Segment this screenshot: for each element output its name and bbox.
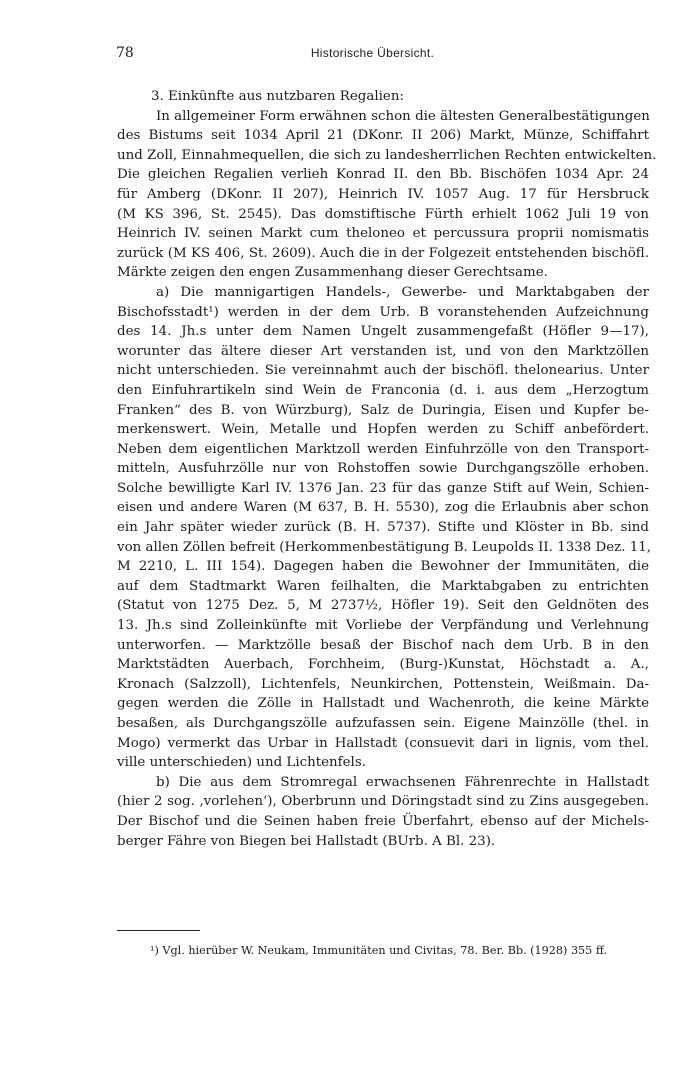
running-title: Historische Übersicht. [310,46,435,60]
text-line: des Bistums seit 1034 April 21 (DKonr. II 206) Markt, Münze, Schiffahrt [117,128,649,144]
text-line: Die gleichen Regalien verlieh Konrad II. den Bb. Bischöfen 1034 Apr. 24 [117,167,649,183]
text-line: zurück (M KS 406, St. 2609). Auch die in der Folgezeit entstehenden bischöfl. [117,245,649,261]
text-line: gegen werden die Zölle in Hallstadt und Wachenroth, die keine Märkte [117,696,649,712]
text-line: nicht unterschieden. Sie vereinnahmt auch der bischöfl. thelonearius. Unter [117,363,649,379]
text-line: 13. Jh.s sind Zolleinkünfte mit Vorliebe der Verpfändung und Verlehnung [117,618,649,634]
text-line: worunter das ältere dieser Art verstanden ist, und von den Marktzöllen [117,343,649,359]
text-line: unterworfen. — Marktzölle besaß der Bischof nach dem Urb. B in den [117,637,649,653]
text-line: Der Bischof und die Seinen haben freie Überfahrt, ebenso auf der Michels- [117,813,649,829]
footnote-rule [117,930,200,931]
text-line: Märkte zeigen den engen Zusammenhang dieser Gerechtsame. [117,265,548,281]
text-line: a) Die mannigartigen Handels-, Gewerbe- und Marktabgaben der [156,284,649,300]
text-line: berger Fähre von Biegen bei Hallstadt (BUrb. A Bl. 23). [117,833,496,849]
footnote: ¹) Vgl. hierüber W. Neukam, Immunitäten und Civitas, 78. Ber. Bb. (1928) 355 ff. [150,944,607,957]
text-line: den Einfuhrartikeln sind Wein de Franconia (d. i. aus dem „Herzogtum [117,382,649,398]
text-line: Franken“ des B. von Würzburg), Salz de Duringia, Eisen und Kupfer be- [117,402,649,418]
text-line: 3. Einkünfte aus nutzbaren Regalien: [151,89,404,104]
page-header [105,45,640,67]
text-line: M 2210, L. III 154). Dagegen haben die Bewohner der Immunitäten, die [117,559,649,575]
text-line: In allgemeiner Form erwähnen schon die ältesten Generalbestätigungen [156,108,650,124]
text-line: b) Die aus dem Stromregal erwachsenen Fährenrechte in Hallstadt [156,774,649,790]
text-line: besaßen, als Durchgangszölle aufzufassen sein. Eigene Mainzölle (thel. in [117,716,649,731]
text-line: Mogo) vermerkt das Urbar in Hallstadt (consuevit dari in lignis, vom thel. [117,735,649,751]
text-line: Neben dem eigentlichen Marktzoll werden Einfuhrzölle von den Transport- [117,441,649,457]
text-line: merkenswert. Wein, Metalle und Hopfen werden zu Schiff anbefördert. [117,422,649,438]
text-line: Marktstädten Auerbach, Forchheim, (Burg-)Kunstat, Höchstadt a. A., [117,657,649,673]
text-line: auf dem Stadtmarkt Waren feilhalten, die Marktabgaben zu entrichten [117,578,649,594]
text-line: des 14. Jh.s unter dem Namen Ungelt zusammengefaßt (Höfler 9—17), [117,324,649,340]
text-line: ville unterschieden) und Lichtenfels. [117,755,366,771]
text-line: eisen und andere Waren (M 637, B. H. 5530), zog die Erlaubnis aber schon [117,500,649,516]
text-line: Kronach (Salzzoll), Lichtenfels, Neunkirchen, Pottenstein, Weißmain. Da- [117,676,649,692]
text-line: für Amberg (DKonr. II 207), Heinrich IV. 1057 Aug. 17 für Hersbruck [117,186,649,202]
text-line: von allen Zöllen befreit (Herkommenbestätigung B. Leupolds II. 1338 Dez. 11, [117,539,652,555]
page-number: 78 [116,45,134,61]
text-line: (M KS 396, St. 2545). Das domstiftische Fürth erhielt 1062 Juli 19 von [117,206,649,222]
text-line: und Zoll, Einnahmequellen, die sich zu landesherrlichen Rechten entwickelten. [117,147,657,163]
text-line: Bischofsstadt¹) werden in der dem Urb. B voranstehenden Aufzeichnung [117,304,649,320]
body-text [117,87,657,851]
text-line: Solche bewilligte Karl IV. 1376 Jan. 23 für das ganze Stift auf Wein, Schien- [117,480,649,496]
text-line: (Statut von 1275 Dez. 5, M 2737½, Höfler 19). Seit den Geldnöten des [117,598,649,614]
text-line: (hier 2 sog. ‚vorlehen‘), Oberbrunn und Döringstadt sind zu Zins ausgegeben. [117,794,649,810]
text-line: ein Jahr später wieder zurück (B. H. 5737). Stifte und Klöster in Bb. sind [117,520,649,536]
text-line: Heinrich IV. seinen Markt cum theloneo et percussura proprii nomismatis [117,226,649,242]
text-line: mitteln, Ausfuhrzölle nur von Rohstoffen sowie Durchgangszölle erhoben. [117,461,649,477]
